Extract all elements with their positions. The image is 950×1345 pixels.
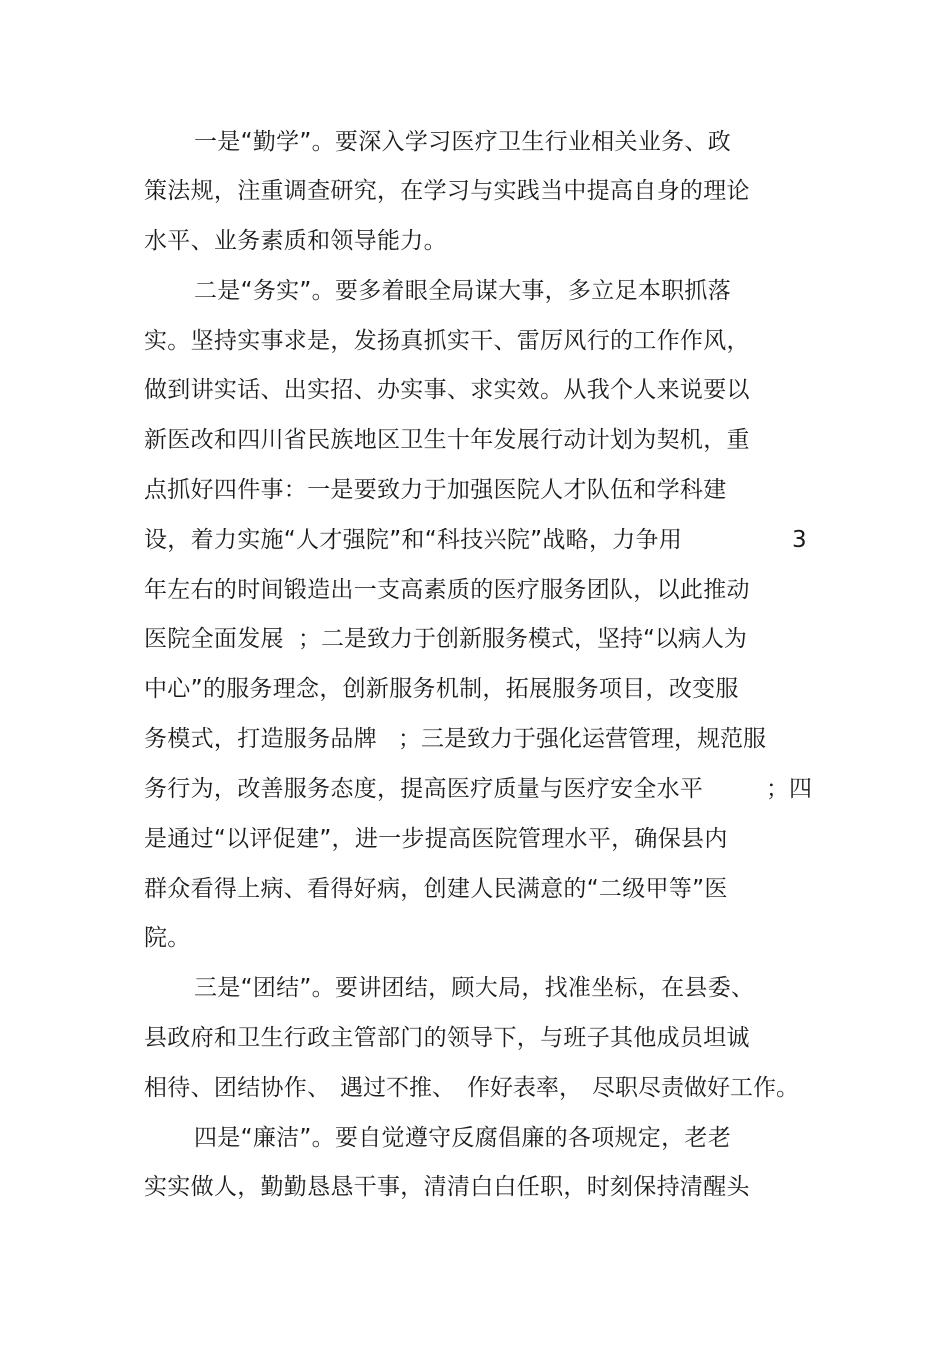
paragraph-1-line-2: 策法规，注重调查研究，在学习与实践当中提高自身的理论 [144,178,750,204]
paragraph-2-line-2: 实。坚持实事求是，发扬真抓实干、雷厉风行的工作作风， [144,328,750,354]
paragraph-2-line-1: 二是“务实”。要多着眼全局谋大事，多立足本职抓落 [194,278,732,304]
paragraph-3-line-2: 县政府和卫生行政主管部门的领导下，与班子其他成员坦诚 [144,1025,750,1051]
paragraph-2-line-5: 点抓好四件事：一是要致力于加强医院人才队伍和学科建 [144,477,727,503]
paragraph-4-line-2: 实实做人，勤勤恳恳干事，清清白白任职，时刻保持清醒头 [144,1174,750,1200]
paragraph-2-line-4: 新医改和四川省民族地区卫生十年发展行动计划为契机，重 [144,427,750,453]
paragraph-3-line-3-seg-2: 遇过不推、 [340,1075,455,1101]
paragraph-2-line-8: 医院全面发展 [144,626,284,652]
paragraph-2-line-13: 群众看得上病、看得好病，创建人民满意的“二级甲等”医 [144,876,728,902]
paragraph-3-line-3-seg-3: 作好表率， [467,1075,582,1101]
paragraph-2-line-6-number: 3 [792,527,807,553]
paragraph-2-line-10: 务模式，打造服务品牌 [144,726,377,752]
paragraph-2-line-3: 做到讲实话、出实招、办实事、求实效。从我个人来说要以 [144,377,750,403]
paragraph-2-line-11: 务行为，改善服务态度，提高医疗质量与医疗安全水平 [144,776,704,802]
paragraph-3-line-1: 三是“团结”。要讲团结，顾大局，找准坐标，在县委、 [194,975,755,1001]
paragraph-2-line-6: 设，着力实施“人才强院”和“科技兴院”战略，力争用 [144,527,683,553]
paragraph-3-line-3-seg-4: 尽职尽责做好工作。 [592,1075,799,1101]
paragraph-4-line-1: 四是“廉洁”。要自觉遵守反腐倡廉的各项规定，老老 [194,1125,732,1151]
paragraph-2-line-11-cont: ；四 [766,776,812,802]
paragraph-2-line-10-cont: ；三是致力于强化运营管理，规范服 [398,726,766,752]
paragraph-2-line-8-cont: ；二是致力于创新服务模式，坚持“以病人为 [298,626,747,652]
paragraph-1-line-1: 一是“勤学”。要深入学习医疗卫生行业相关业务、政 [194,129,732,155]
paragraph-2-line-12: 是通过“以评促建”，进一步提高医院管理水平，确保县内 [144,826,728,852]
paragraph-2-line-9: 中心”的服务理念，创新服务机制，拓展服务项目，改变服 [144,676,739,702]
paragraph-3-line-3: 相待、团结协作、 [144,1075,331,1101]
paragraph-1-line-3: 水平、业务素质和领导能力。 [144,228,447,254]
paragraph-2-line-14: 院。 [144,925,191,951]
paragraph-2-line-7: 年左右的时间锻造出一支高素质的医疗服务团队，以此推动 [144,577,750,603]
